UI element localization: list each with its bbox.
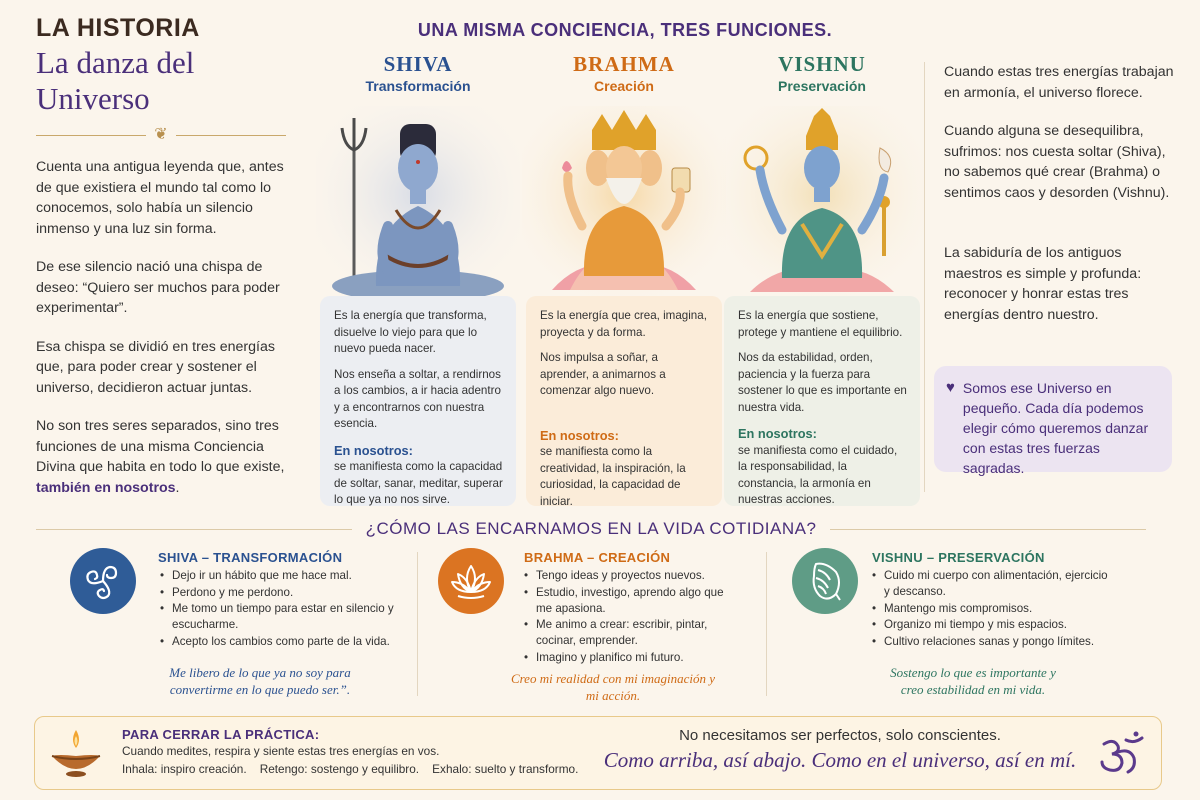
closing-mantra: Como arriba, así abajo. Como en el universo, así en mí. bbox=[603, 748, 1077, 772]
ornament-icon: ❦ bbox=[154, 126, 168, 143]
card-subheading: En nosotros: bbox=[738, 426, 817, 441]
highlight-text: también en nosotros bbox=[36, 479, 176, 496]
closing-heading: PARA CERRAR LA PRÁCTICA: bbox=[122, 727, 320, 742]
center-heading: UNA MISMA CONCIENCIA, TRES FUNCIONES. bbox=[417, 20, 833, 40]
daily-life-heading bbox=[36, 518, 1146, 540]
list-item: • Me tomo un tiempo para estar en silencio y escucharme. bbox=[160, 601, 400, 633]
intro-paragraph: De ese silencio nació una chispa de deseo: “Quiero ser muchos para poder experimentar”. bbox=[36, 259, 280, 316]
page-title: La danza del Universo bbox=[36, 45, 195, 116]
list-item: • Estudio, investigo, aprendo algo que me apasiona. bbox=[524, 585, 742, 617]
card-text: se manifiesta como la creatividad, la inspiración, la curiosidad, la capacidad de iniciar. bbox=[540, 445, 686, 508]
closing-statement: No necesitamos ser perfectos, solo conscientes. bbox=[679, 727, 1001, 744]
card-text: se manifiesta como la capacidad de soltar, sanar, meditar, superar lo que ya no nos sirve. bbox=[334, 460, 503, 506]
deity-name: BRAHMA bbox=[573, 52, 675, 76]
daily-quote-shiva: Me libero de lo que ya no soy para convertirme en lo que puedo ser.”. bbox=[169, 665, 351, 697]
list-item: • Me animo a crear: escribir, pintar, cocinar, emprender. bbox=[524, 617, 742, 649]
card-subheading: En nosotros: bbox=[540, 427, 619, 443]
intro-paragraph: No son tres seres separados, sino tres funciones de una misma Conciencia Divina que habita en todo lo que existe, también en nosotros. bbox=[36, 418, 285, 496]
highlight-note bbox=[934, 366, 1172, 476]
card-text: Nos da estabilidad, orden, paciencia y la fuerza para sostener lo que es importante en nuestra vida. bbox=[738, 351, 907, 414]
card-text: se manifiesta como el cuidado, la responsabilidad, la constancia, la armonía en nuestras acciones. bbox=[738, 443, 898, 506]
closing-text: Cuando medites, respira y siente estas tres energías en vos. bbox=[122, 744, 440, 758]
list-item: • Cuido mi cuerpo con alimentación, ejercicio y descanso. bbox=[872, 568, 1112, 600]
reflection-paragraph: Cuando alguna se desequilibra, sufrimos: nos cuesta soltar (Shiva), no sabemos qué crear (Brahma) o sentimos caos y desorden (Vishnu). bbox=[944, 123, 1170, 201]
list-item: • Tengo ideas y proyectos nuevos. bbox=[524, 568, 742, 584]
daily-quote-brahma: Creo mi realidad con mi imaginación y mi acción. bbox=[510, 671, 716, 703]
lotus-icon bbox=[438, 548, 504, 614]
daily-title-vishnu: VISHNU – PRESERVACIÓN bbox=[872, 550, 1045, 565]
card-subheading: En nosotros: bbox=[334, 442, 413, 458]
daily-list-brahma bbox=[524, 568, 742, 666]
section-heading: ¿CÓMO LAS ENCARNAMOS EN LA VIDA COTIDIANA? bbox=[365, 519, 817, 538]
daily-list-shiva bbox=[160, 568, 400, 650]
vishnu-illustration bbox=[720, 106, 924, 302]
deity-card-brahma bbox=[526, 296, 722, 506]
reflection-paragraph: La sabiduría de los antiguos maestros es simple y profunda: reconocer y honrar estas tres energías dentro nuestro. bbox=[944, 245, 1142, 323]
card-text: Nos enseña a soltar, a rendirnos a los cambios, a ir hacia adentro y a encontrarnos con nuestra esencia. bbox=[334, 367, 501, 430]
column-divider bbox=[417, 552, 418, 696]
note-text: Somos ese Universo en pequeño. Cada día podemos elegir cómo queremos danzar con estas tres fuerzas sagradas. bbox=[962, 380, 1149, 476]
deity-role: Creación bbox=[594, 78, 654, 94]
section-kicker: LA HISTORIA bbox=[36, 14, 200, 42]
shiva-illustration bbox=[316, 106, 520, 302]
list-item: • Perdono y me perdono. bbox=[160, 585, 400, 601]
card-text: Es la energía que crea, imagina, proyecta y da forma. bbox=[540, 309, 707, 339]
reflection-column bbox=[944, 62, 1174, 325]
om-icon bbox=[1096, 730, 1146, 776]
heart-icon: ♥ bbox=[946, 379, 955, 396]
conch-icon bbox=[792, 548, 858, 614]
list-item: • Imagino y planifico mi futuro. bbox=[524, 650, 742, 666]
deity-name: SHIVA bbox=[383, 52, 453, 76]
card-text: Es la energía que sostiene, protege y mantiene el equilibrio. bbox=[738, 309, 903, 339]
column-divider bbox=[924, 62, 925, 492]
card-text: Nos impulsa a soñar, a aprender, a animarnos a comenzar algo nuevo. bbox=[540, 351, 666, 397]
list-item: • Acepto los cambios como parte de la vida. bbox=[160, 634, 400, 650]
deity-header-brahma bbox=[526, 52, 722, 94]
list-item: • Organizo mi tiempo y mis espacios. bbox=[872, 617, 1112, 633]
list-item: • Dejo ir un hábito que me hace mal. bbox=[160, 568, 400, 584]
deity-card-shiva bbox=[320, 296, 516, 506]
deity-header-vishnu bbox=[724, 52, 920, 94]
card-text: Es la energía que transforma, disuelve lo viejo para que lo nuevo pueda nacer. bbox=[334, 309, 487, 355]
closing-breathing: Inhala: inspiro creación. Retengo: sostengo y equilibro. Exhalo: suelto y transformo. bbox=[122, 762, 579, 776]
intro-paragraph: Esa chispa se dividió en tres energías que, para poder crear y sostener el universo, decidieron actuar juntas. bbox=[36, 338, 275, 396]
title-divider bbox=[36, 127, 286, 143]
intro-paragraph: Cuenta una antigua leyenda que, antes de que existiera el mundo tal como lo conocemos, solo había un silencio inmenso y una luz sin forma. bbox=[36, 159, 284, 237]
list-item: • Cultivo relaciones sanas y pongo límites. bbox=[872, 634, 1112, 650]
diya-lamp-icon bbox=[46, 726, 106, 782]
triskelion-icon bbox=[70, 548, 136, 614]
daily-list-vishnu bbox=[872, 568, 1112, 650]
deity-header-shiva bbox=[320, 52, 516, 94]
column-divider bbox=[766, 552, 767, 696]
deity-role: Transformación bbox=[365, 78, 471, 94]
daily-quote-vishnu: Sostengo lo que es importante y creo estabilidad en mi vida. bbox=[890, 665, 1056, 697]
deity-name: VISHNU bbox=[778, 52, 866, 76]
deity-card-vishnu bbox=[724, 296, 920, 506]
intro-column bbox=[36, 14, 292, 498]
daily-title-brahma: BRAHMA – CREACIÓN bbox=[524, 550, 671, 565]
brahma-illustration bbox=[522, 106, 726, 302]
list-item: • Mantengo mis compromisos. bbox=[872, 601, 1112, 617]
deity-role: Preservación bbox=[778, 78, 866, 94]
daily-title-shiva: SHIVA – TRANSFORMACIÓN bbox=[158, 550, 343, 565]
reflection-paragraph: Cuando estas tres energías trabajan en armonía, el universo florece. bbox=[944, 64, 1174, 101]
